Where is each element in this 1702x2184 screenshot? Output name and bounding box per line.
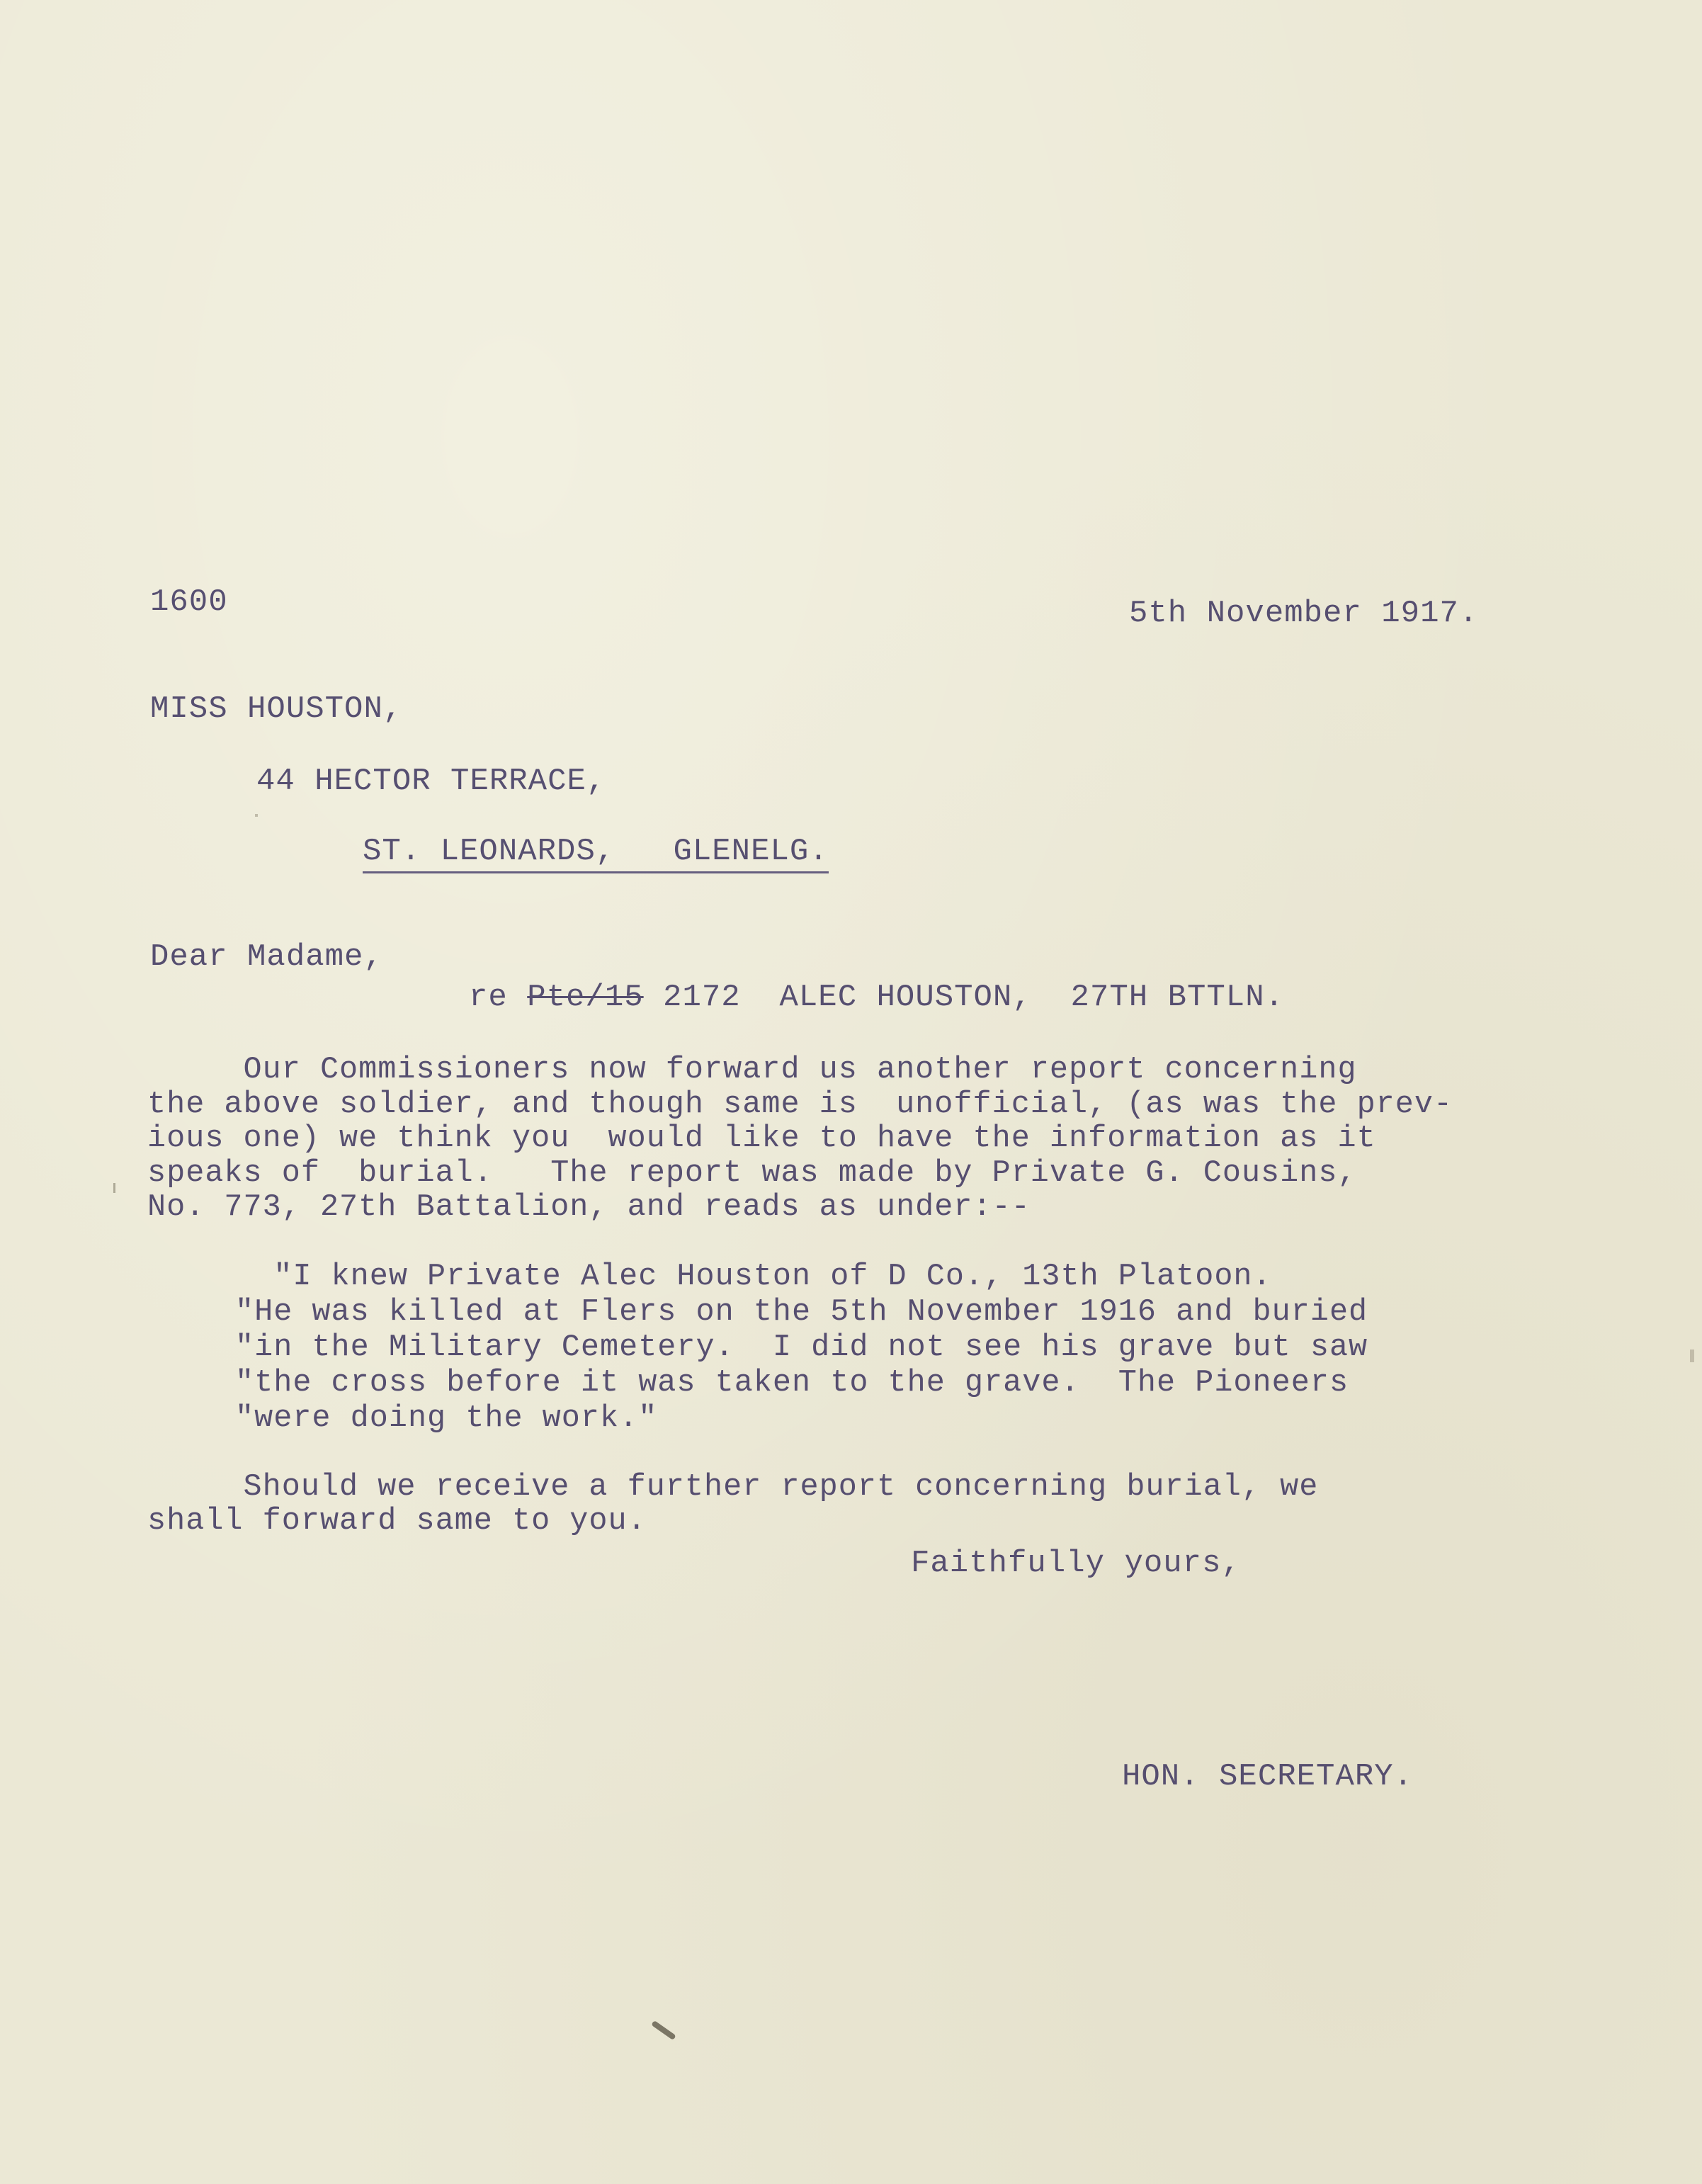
- subject-prefix: re: [469, 980, 528, 1015]
- quoted-report: "I knew Private Alec Houston of D Co., 13th Platoon. "He was killed at Flers on the 5th November 1916 and buried "in the Military Cemetery. I did not see his grave but saw "the cross before it was taken to the grave. The Pioneers "were doing the work.": [235, 1260, 1368, 1436]
- recipient-name: MISS HOUSTON,: [150, 691, 403, 727]
- paper-mark: [1690, 1350, 1694, 1362]
- body-paragraph: Our Commissioners now forward us another report concerning the above soldier, and though same is unofficial, (as was the prev- ious one) we think you would like to have the information as it speaks of burial. The report was made by Private G. Cousins, No. 773, 27th Battalion, and reads as under:--: [147, 1053, 1453, 1225]
- recipient-street: 44 HECTOR TERRACE,: [256, 764, 606, 799]
- closing-paragraph: Should we receive a further report concerning burial, we shall forward same to you.: [147, 1470, 1319, 1539]
- signoff: Faithfully yours,: [911, 1546, 1241, 1581]
- reference-number: 1600: [150, 584, 228, 620]
- paper-mark: [113, 1183, 115, 1193]
- recipient-locality: ST. LEONARDS, GLENELG.: [363, 834, 829, 873]
- subject-struck-text: Pte/15: [527, 980, 644, 1015]
- paper-mark: [255, 814, 258, 817]
- salutation: Dear Madame,: [150, 939, 383, 975]
- subject-text: 2172 ALEC HOUSTON, 27TH BTTLN.: [643, 980, 1284, 1015]
- letter-date: 5th November 1917.: [1129, 596, 1479, 631]
- subject-line: [469, 980, 1284, 1014]
- paper-mark: [651, 2020, 676, 2040]
- signature-title: HON. SECRETARY.: [1122, 1759, 1414, 1794]
